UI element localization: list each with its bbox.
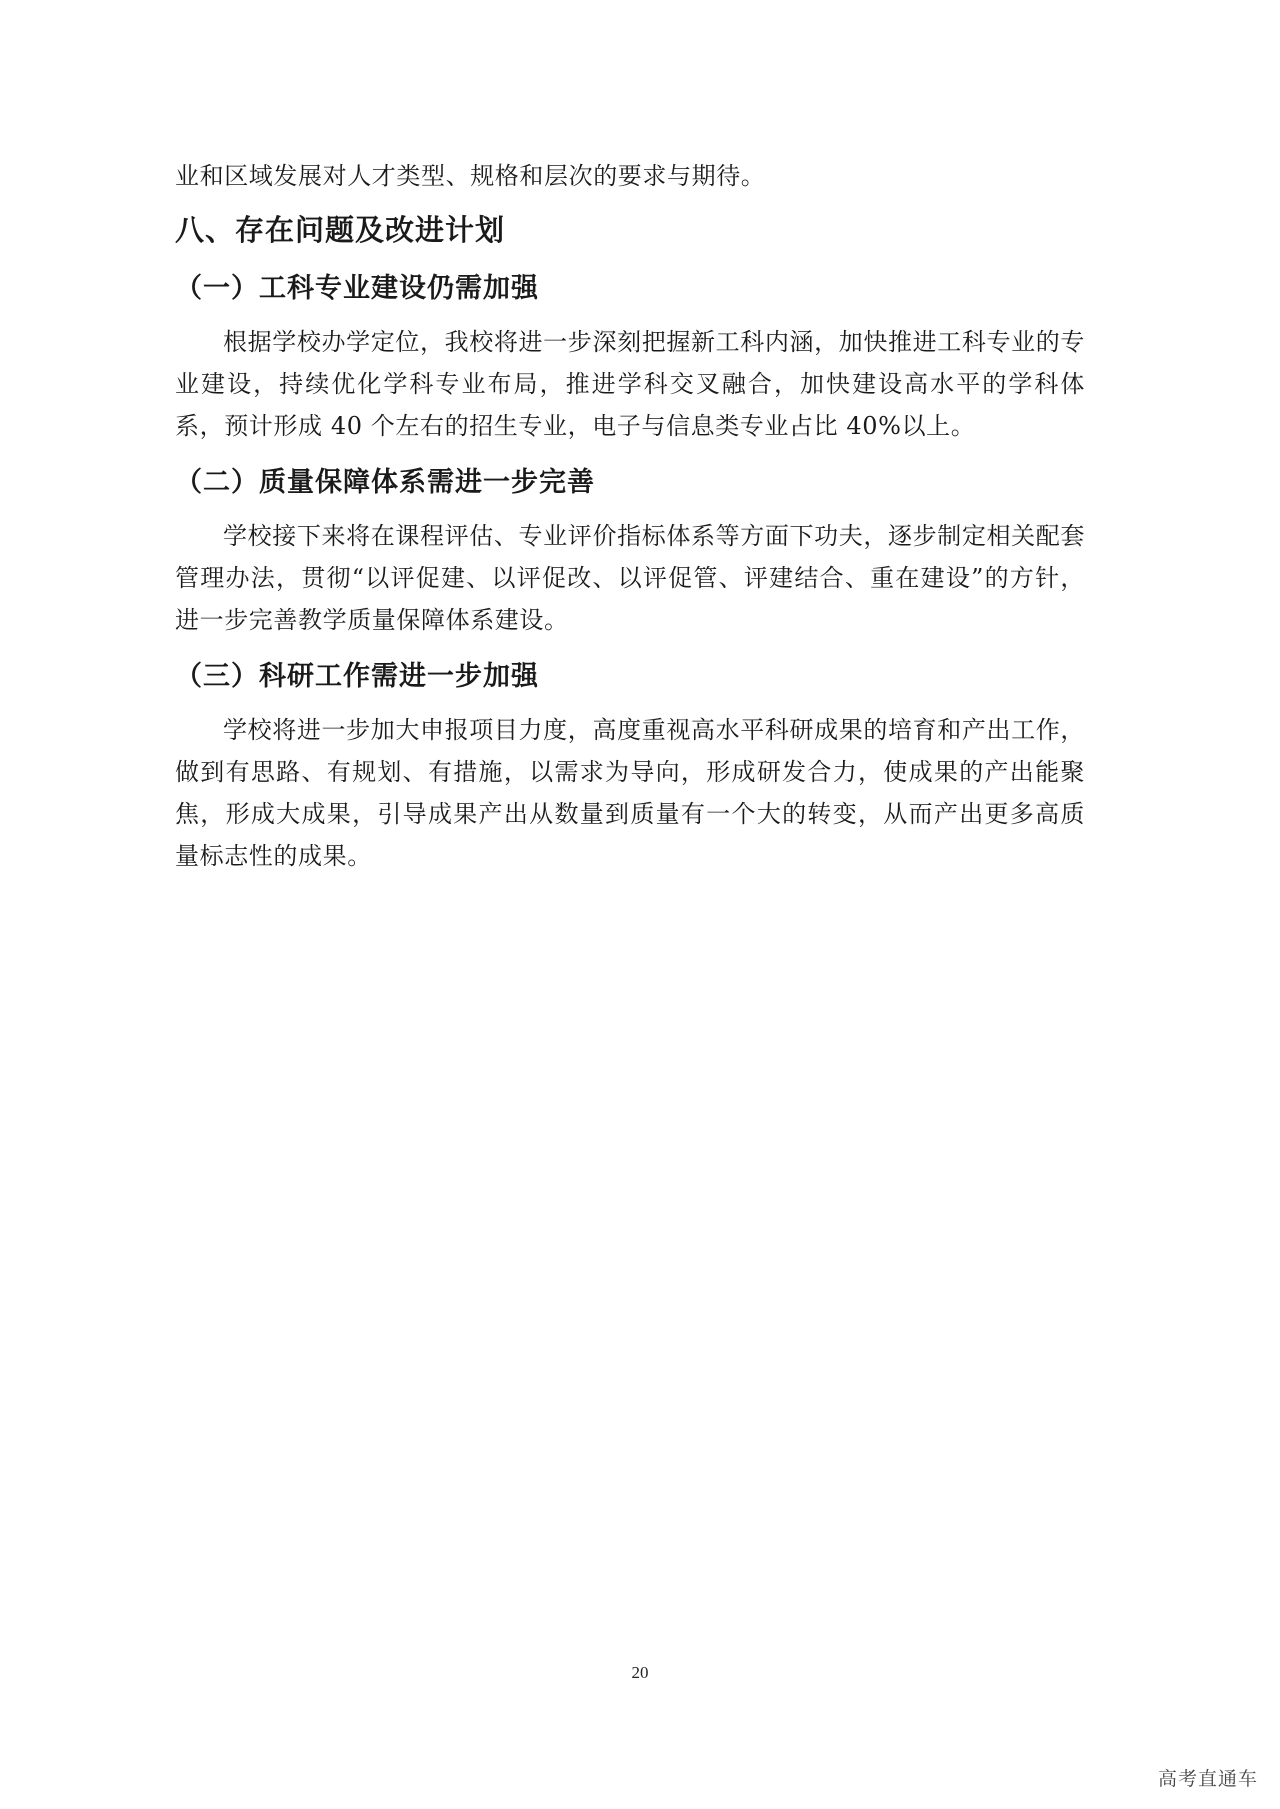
subsection-heading-3: （三）科研工作需进一步加强 <box>175 661 539 692</box>
page-number: 20 <box>631 1663 649 1682</box>
section-heading-8: 八、存在问题及改进计划 <box>175 213 506 247</box>
subsection-heading-2: （二）质量保障体系需进一步完善 <box>175 467 595 498</box>
watermark-text: 高考直通车 <box>1157 1768 1258 1790</box>
subsection-body-1: 根据学校办学定位，我校将进一步深刻把握新工科内涵，加快推进工科专业的专业建设，持续优化学科专业布局，推进学科交叉融合，加快建设高水平的学科体系，预计形成 40 个左右的招生专业，电子与信息类专业占比 40%以上。 <box>175 328 1085 440</box>
subsection-body-3: 学校将进一步加大申报项目力度，高度重视高水平科研成果的培育和产出工作，做到有思路、有规划、有措施，以需求为导向，形成研发合力，使成果的产出能聚焦，形成大成果，引导成果产出从数量到质量有一个大的转变，从而产出更多高质量标志性的成果。 <box>175 716 1085 870</box>
intro-continuation-paragraph: 业和区域发展对人才类型、规格和层次的要求与期待。 <box>175 162 766 190</box>
subsection-body-2: 学校接下来将在课程评估、专业评价指标体系等方面下功夫，逐步制定相关配套管理办法，贯彻“以评促建、以评促改、以评促管、评建结合、重在建设”的方针，进一步完善教学质量保障体系建设。 <box>175 522 1085 634</box>
document-content <box>175 155 1085 877</box>
subsection-heading-1: （一）工科专业建设仍需加强 <box>175 273 539 304</box>
